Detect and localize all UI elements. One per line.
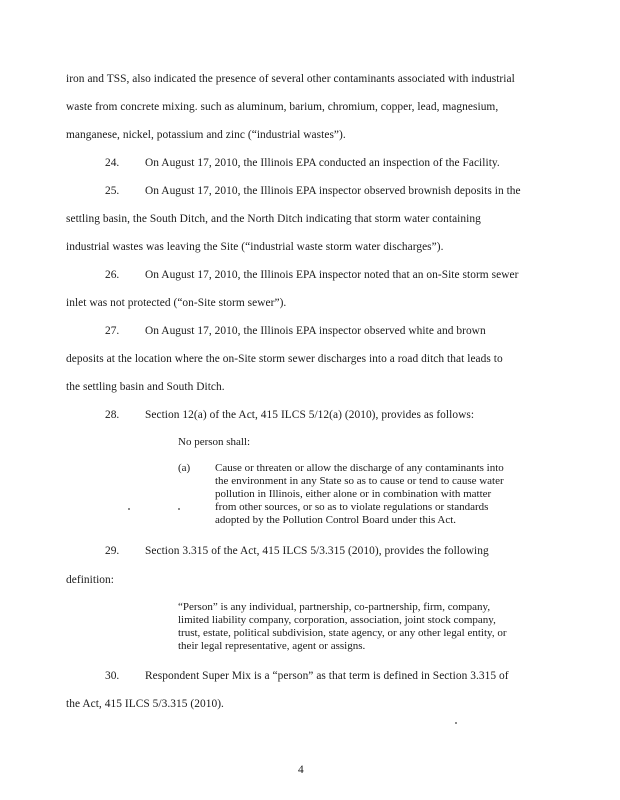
paragraph-25-line-3: industrial wastes was leaving the Site (“industrial waste storm water discharges”).: [66, 241, 444, 253]
paragraph-number-30: 30.: [105, 670, 120, 682]
quote-item-line-4: from other sources, or so as to violate regulations or standards: [215, 501, 489, 513]
paragraph-29-line-2: definition:: [66, 574, 115, 586]
paragraph-25-line-2: settling basin, the South Ditch, and the North Ditch indicating that storm water containing: [66, 213, 481, 225]
quote-intro: No person shall:: [178, 436, 251, 448]
definition-line-4: their legal representative, agent or assigns.: [178, 640, 366, 652]
definition-line-3: trust, estate, political subdivision, state agency, or any other legal entity, or: [178, 627, 507, 639]
paragraph-30-line-1: Respondent Super Mix is a “person” as that term is defined in Section 3.315 of: [145, 670, 509, 682]
paragraph-29-line-1: Section 3.315 of the Act, 415 ILCS 5/3.315 (2010), provides the following: [145, 545, 489, 557]
paragraph-number-24: 24.: [105, 157, 120, 169]
quote-item-label: (a): [178, 462, 191, 474]
paragraph-number-26: 26.: [105, 269, 120, 281]
scan-speck: [128, 508, 130, 510]
paragraph-26-line-2: inlet was not protected (“on-Site storm sewer”).: [66, 297, 287, 309]
scan-speck: [178, 508, 180, 510]
paragraph-26-line-1: On August 17, 2010, the Illinois EPA inspector noted that an on-Site storm sewer: [145, 269, 519, 281]
continuation-line-3: manganese, nickel, potassium and zinc (“industrial wastes”).: [66, 129, 346, 141]
paragraph-28-line-1: Section 12(a) of the Act, 415 ILCS 5/12(a) (2010), provides as follows:: [145, 409, 475, 421]
continuation-line-1: iron and TSS, also indicated the presence of several other contaminants associated with industrial: [66, 73, 515, 85]
paragraph-27-line-3: the settling basin and South Ditch.: [66, 381, 225, 393]
paragraph-30-line-2: the Act, 415 ILCS 5/3.315 (2010).: [66, 698, 224, 710]
quote-item-line-3: pollution in Illinois, either alone or in combination with matter: [215, 488, 492, 500]
scan-speck: [455, 722, 457, 724]
paragraph-number-25: 25.: [105, 185, 120, 197]
quote-item-line-2: the environment in any State so as to cause or tend to cause water: [215, 475, 504, 487]
page-number: 4: [298, 764, 304, 776]
paragraph-25-line-1: On August 17, 2010, the Illinois EPA inspector observed brownish deposits in the: [145, 185, 521, 197]
paragraph-24-line-1: On August 17, 2010, the Illinois EPA conducted an inspection of the Facility.: [145, 157, 500, 169]
definition-line-1: “Person” is any individual, partnership, co-partnership, firm, company,: [178, 601, 491, 613]
paragraph-number-28: 28.: [105, 409, 120, 421]
quote-item-line-5: adopted by the Pollution Control Board under this Act.: [215, 514, 457, 526]
paragraph-27-line-2: deposits at the location where the on-Site storm sewer discharges into a road ditch that leads to: [66, 353, 503, 365]
quote-item-line-1: Cause or threaten or allow the discharge of any contaminants into: [215, 462, 504, 474]
definition-line-2: limited liability company, corporation, association, joint stock company,: [178, 614, 496, 626]
paragraph-number-29: 29.: [105, 545, 120, 557]
paragraph-number-27: 27.: [105, 325, 120, 337]
paragraph-27-line-1: On August 17, 2010, the Illinois EPA inspector observed white and brown: [145, 325, 486, 337]
continuation-line-2: waste from concrete mixing. such as aluminum, barium, chromium, copper, lead, magnesium,: [66, 101, 499, 113]
